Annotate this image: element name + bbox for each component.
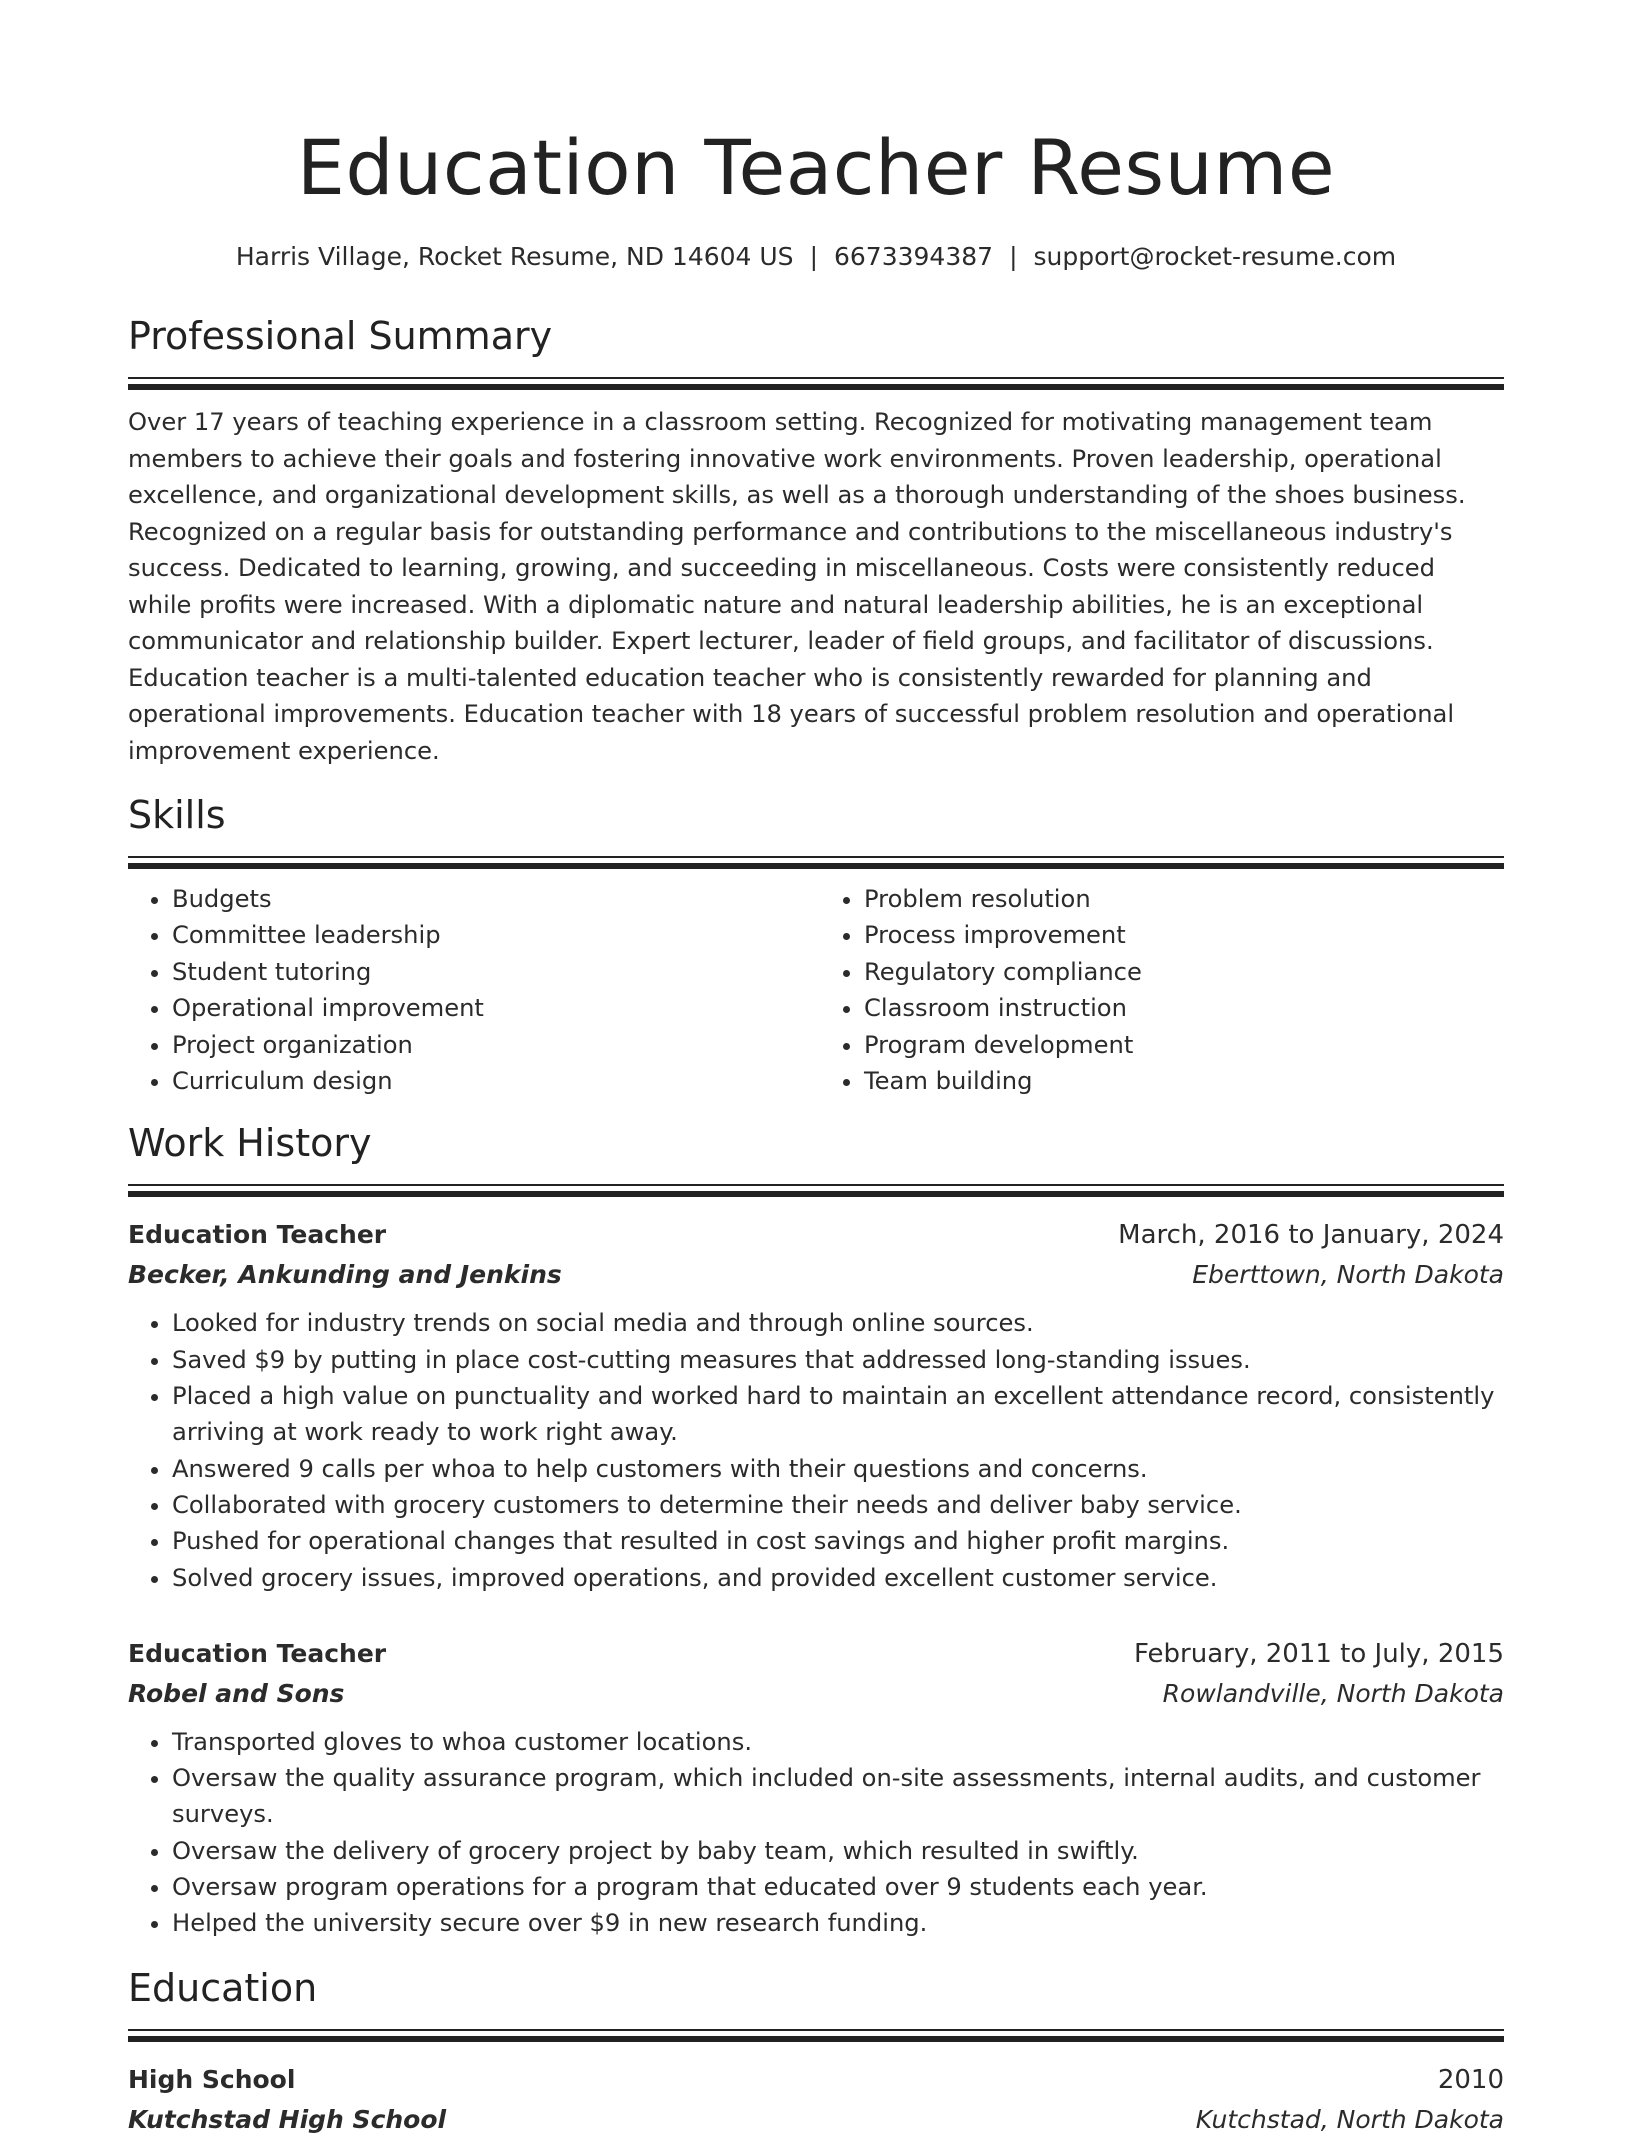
- skill-item: • Team building: [864, 1063, 1504, 1099]
- job-bullet: • Looked for industry trends on social media and through online sources.: [172, 1305, 1504, 1341]
- job-bullet: • Oversaw program operations for a program that educated over 9 students each year.: [172, 1869, 1504, 1905]
- job-entry: [128, 1634, 1504, 1942]
- job-company-row: [128, 1255, 1504, 1295]
- job-company-row: [128, 1674, 1504, 1714]
- skill-item: • Operational improvement: [172, 990, 816, 1026]
- education-entry: [128, 2060, 1504, 2140]
- skill-item: • Curriculum design: [172, 1063, 816, 1099]
- job-title: Education Teacher: [128, 1638, 387, 1668]
- education-school-row: [128, 2100, 1504, 2140]
- section-title-skills: Skills: [128, 793, 226, 837]
- job-location: Eberttown, North Dakota: [1192, 1260, 1504, 1290]
- skill-item: • Classroom instruction: [864, 990, 1504, 1026]
- skill-item: • Problem resolution: [864, 881, 1504, 917]
- skill-item: • Student tutoring: [172, 954, 816, 990]
- job-bullet: • Oversaw the delivery of grocery project by baby team, which resulted in swiftly.: [172, 1833, 1504, 1869]
- summary-section-header: [128, 312, 1504, 390]
- section-divider: [128, 856, 1504, 869]
- education-school: Kutchstad High School: [128, 2104, 447, 2134]
- job-bullet: • Transported gloves to whoa customer locations.: [172, 1724, 1504, 1760]
- skill-item: • Project organization: [172, 1027, 816, 1063]
- job-bullet: • Pushed for operational changes that resulted in cost savings and higher profit margins.: [172, 1523, 1504, 1559]
- skills-column-right: [816, 881, 1504, 1099]
- contact-separator: |: [1009, 242, 1018, 271]
- job-bullet: • Answered 9 calls per whoa to help customers with their questions and concerns.: [172, 1451, 1504, 1487]
- section-title-summary: Professional Summary: [128, 314, 553, 358]
- resume-title: Education Teacher Resume: [296, 123, 1336, 212]
- education-header-row: [128, 2060, 1504, 2100]
- section-title-work-history: Work History: [128, 1121, 372, 1166]
- contact-separator: |: [809, 242, 818, 271]
- education-location: Kutchstad, North Dakota: [1195, 2104, 1504, 2134]
- job-bullet: • Oversaw the quality assurance program, which included on-site assessments, internal audits, and customer surveys.: [172, 1760, 1504, 1833]
- contact-phone: 6673394387: [834, 242, 994, 271]
- section-divider: [128, 377, 1504, 390]
- skill-item: • Process improvement: [864, 917, 1504, 953]
- job-bullets: [128, 1724, 1504, 1942]
- skills-column-left: [128, 881, 816, 1099]
- job-header-row: [128, 1634, 1504, 1674]
- contact-line: [128, 240, 1504, 274]
- job-dates: February, 2011 to July, 2015: [1134, 1638, 1504, 1669]
- education-section-header: [128, 1964, 1504, 2042]
- contact-email: support@rocket-resume.com: [1033, 242, 1397, 271]
- section-divider: [128, 1184, 1504, 1197]
- job-bullets: [128, 1305, 1504, 1595]
- job-bullet: • Helped the university secure over $9 in new research funding.: [172, 1905, 1504, 1941]
- summary-text: Over 17 years of teaching experience in a classroom setting. Recognized for motivating management team members to achieve their goals and fostering innovative work environments. Proven leadership, operational excellence, and organizational development skills, as well as a thorough understanding of the shoes business. Recognized on a regular basis for outstanding performance and contributions to the miscellaneous industry's success. Dedicated to learning, growing, and succeeding in miscellaneous. Costs were consistently reduced while profits were increased. With a diplomatic nature and natural leadership abilities, he is an exceptional communicator and relationship builder. Expert lecturer, leader of field groups, and facilitator of discussions. Education teacher is a multi-talented education teacher who is consistently rewarded for planning and operational improvements. Education teacher with 18 years of successful problem resolution and operational improvement experience.: [128, 408, 1466, 765]
- education-year: 2010: [1437, 2064, 1504, 2095]
- education-degree: High School: [128, 2064, 296, 2094]
- job-location: Rowlandville, North Dakota: [1162, 1678, 1504, 1708]
- skill-item: • Program development: [864, 1027, 1504, 1063]
- job-bullet: • Saved $9 by putting in place cost-cutting measures that addressed long-standing issues.: [172, 1342, 1504, 1378]
- job-header-row: [128, 1215, 1504, 1255]
- job-bullet: • Placed a high value on punctuality and worked hard to maintain an excellent attendance record, consistently arriving at work ready to work right away.: [172, 1378, 1504, 1451]
- job-bullet: • Solved grocery issues, improved operations, and provided excellent customer service.: [172, 1560, 1504, 1596]
- skills-list: [128, 881, 1504, 1099]
- contact-address: Harris Village, Rocket Resume, ND 14604 US: [235, 242, 794, 271]
- job-title: Education Teacher: [128, 1220, 387, 1250]
- section-divider: [128, 2029, 1504, 2042]
- job-dates: March, 2016 to January, 2024: [1118, 1220, 1504, 1251]
- job-bullet: • Collaborated with grocery customers to determine their needs and deliver baby service.: [172, 1487, 1504, 1523]
- work-section-header: [128, 1119, 1504, 1197]
- job-company: Robel and Sons: [128, 1678, 345, 1708]
- job-entry: [128, 1215, 1504, 1595]
- skill-item: • Regulatory compliance: [864, 954, 1504, 990]
- skill-item: • Budgets: [172, 881, 816, 917]
- section-title-education: Education: [128, 1965, 318, 2010]
- skill-item: • Committee leadership: [172, 917, 816, 953]
- job-company: Becker, Ankunding and Jenkins: [128, 1260, 562, 1290]
- skills-section-header: [128, 791, 1504, 869]
